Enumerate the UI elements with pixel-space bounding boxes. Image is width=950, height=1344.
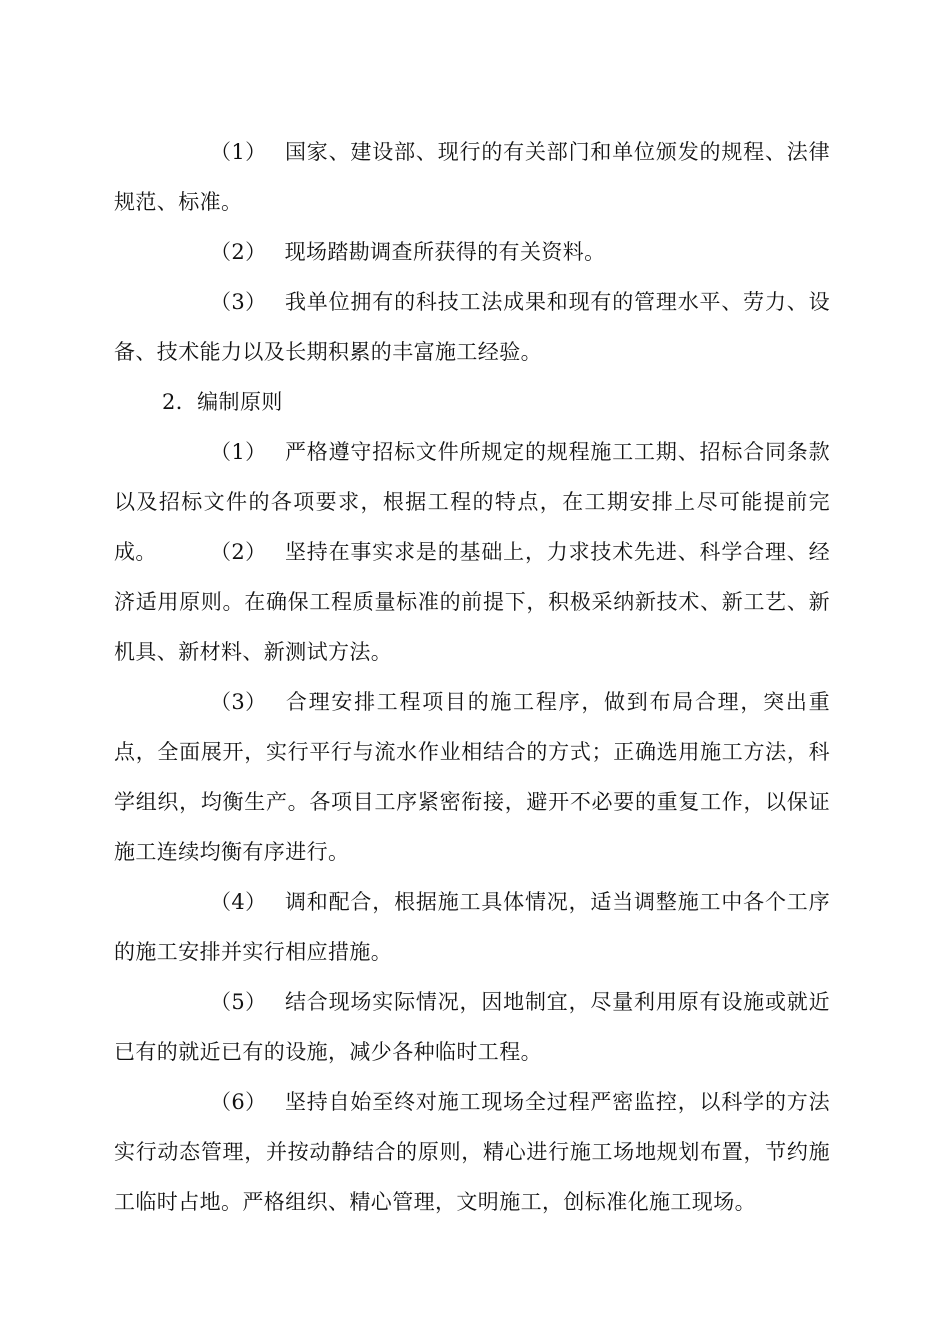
item-number: （4） <box>210 890 267 914</box>
item-text: 国家、建设部、现行的有关部门和单位颁发的规程、法律规范、标准。 <box>114 140 830 214</box>
item-text: 坚持在事实求是的基础上，力求技术先进、科学合理、经济适用原则。在确保工程质量标准的前提下，积极采纳新技术、新工艺、新机具、新材料、新测试方法。 <box>114 540 830 664</box>
principle-item-2 <box>114 527 830 677</box>
item-number: （5） <box>210 990 267 1014</box>
item-number: （2） <box>210 540 267 564</box>
principle-item-3 <box>114 677 830 877</box>
item-text: 现场踏勘调查所获得的有关资料。 <box>284 240 606 264</box>
section-heading <box>114 377 830 427</box>
item-number: （1） <box>210 440 267 464</box>
item-text: 结合现场实际情况，因地制宜，尽量利用原有设施或就近已有的就近已有的设施，减少各种临时工程。 <box>114 990 830 1064</box>
basis-item-1 <box>114 127 830 227</box>
item-text: 调和配合，根据施工具体情况，适当调整施工中各个工序的施工安排并实行相应措施。 <box>114 890 830 964</box>
item-number: （2） <box>210 240 267 264</box>
item-text: 坚持自始至终对施工现场全过程严密监控，以科学的方法实行动态管理，并按动静结合的原则，精心进行施工场地规划布置，节约施工临时占地。严格组织、精心管理，文明施工，创标准化施工现场。 <box>114 1090 830 1214</box>
item-number: （3） <box>210 290 267 314</box>
item-text: 我单位拥有的科技工法成果和现有的管理水平、劳力、设备、技术能力以及长期积累的丰富施工经验。 <box>114 290 830 364</box>
section-heading-text: 2．编制原则 <box>162 390 283 414</box>
item-text: 合理安排工程项目的施工程序，做到布局合理，突出重点，全面展开，实行平行与流水作业相结合的方式；正确选用施工方法，科学组织，均衡生产。各项目工序紧密衔接，避开不必要的重复工作，以保证施工连续均衡有序进行。 <box>114 690 830 864</box>
item-number: （1） <box>210 140 267 164</box>
basis-item-2 <box>114 227 830 277</box>
item-number: （6） <box>210 1090 267 1114</box>
principle-item-5 <box>114 977 830 1077</box>
item-number: （3） <box>210 690 267 714</box>
principle-item-6 <box>114 1077 830 1227</box>
basis-item-3 <box>114 277 830 377</box>
principle-item-4 <box>114 877 830 977</box>
item-text: 严格遵守招标文件所规定的规程施工工期、招标合同条款以及招标文件的各项要求，根据工程的特点，在工期安排上尽可能提前完成。 <box>114 440 830 564</box>
